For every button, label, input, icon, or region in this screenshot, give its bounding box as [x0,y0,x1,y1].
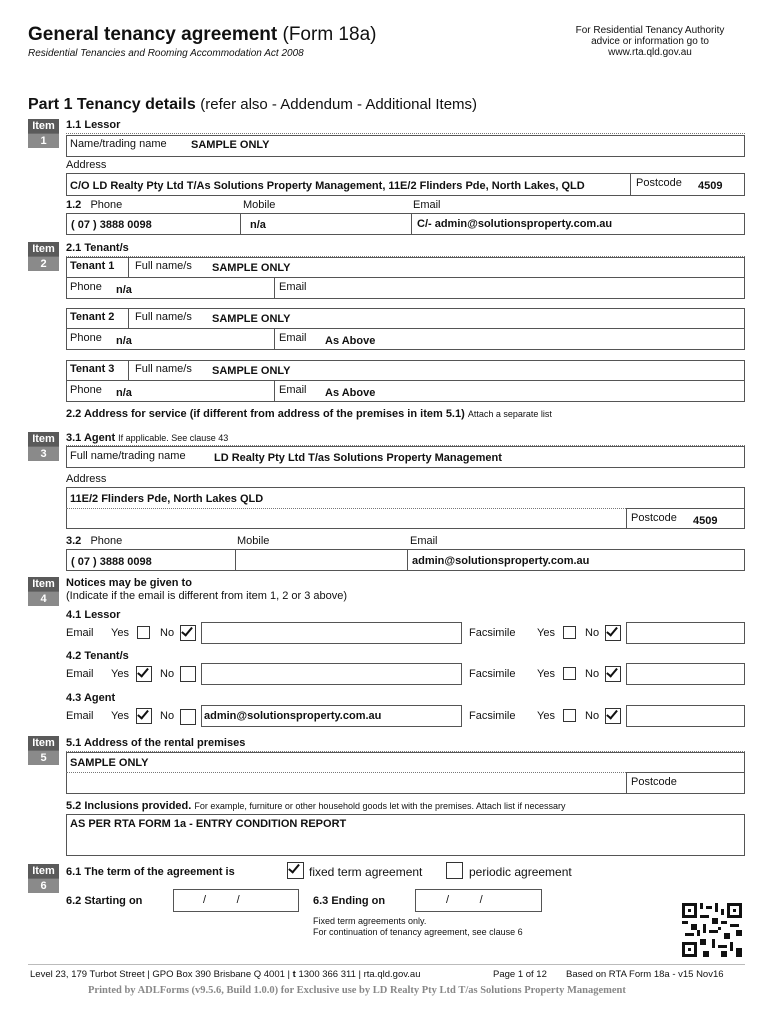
lessor-heading: 1.1 Lessor [66,119,121,131]
footer-phone-prefix: t [292,969,296,980]
agent-phone-num: 3.2 [66,535,82,547]
lessor-postcode-label: Postcode [636,177,682,189]
agent-address-value: 11E/2 Flinders Pde, North Lakes QLD [70,493,264,505]
agent-email-value: admin@solutionsproperty.com.au [412,555,590,567]
agent-phone-value: ( 07 ) 3888 0098 [71,556,152,568]
notice-lessor-fax-no-label: No [585,627,600,639]
form-title-main: General tenancy agreement [28,24,278,45]
part1-title [28,96,477,114]
tenant2-label: Tenant 2 [70,311,115,323]
notice-lessor-heading: 4.1 Lessor [66,609,121,621]
lessor-name-value: SAMPLE ONLY [191,139,270,151]
lessor-phone-heading [66,199,122,211]
notice-tenants-email-label: Email [66,668,94,680]
agent-name-value: LD Realty Pty Ltd T/as Solutions Property Management [214,452,502,464]
item-tag-5 [28,736,59,765]
premises-postcode-label: Postcode [631,776,677,788]
rta-info-line2: advice or information go to [591,36,709,47]
notice-agent-email-value: admin@solutionsproperty.com.au [204,710,382,722]
fixed-term-checkbox[interactable] [287,862,304,879]
notice-lessor-fax-label: Facsimile [469,627,516,639]
tenant1-name-value: SAMPLE ONLY [212,262,291,274]
notices-heading: Notices may be given to [66,577,192,589]
notice-agent-fax-field[interactable] [626,705,745,727]
notice-tenants-no-label: No [160,668,175,680]
inclusions-value: AS PER RTA FORM 1a - ENTRY CONDITION REPORT [70,818,347,830]
notice-agent-fax-no-label: No [585,710,600,722]
agent-postcode-value: 4509 [693,515,718,527]
lessor-address-label: Address [66,159,107,171]
rta-info-line1: For Residential Tenancy Authority [575,25,725,36]
agent-address-label: Address [66,473,107,485]
lessor-phone-label: Phone [90,199,123,211]
agent-name-label: Full name/trading name [70,450,186,462]
footer-contact [30,969,420,980]
notice-agent-fax-yes-checkbox[interactable] [563,709,576,722]
notice-agent-fax-yes-label: Yes [537,710,555,722]
fixed-term-label: fixed term agreement [309,865,423,879]
rta-info [560,25,740,58]
inclusions-title: 5.2 Inclusions provided. [66,800,192,812]
end-date-value: / / [446,894,483,906]
periodic-label: periodic agreement [469,865,572,879]
item-tag-label: Item [28,119,59,133]
lessor-mobile-value: n/a [250,219,266,231]
notice-lessor-fax-yes-label: Yes [537,627,555,639]
notice-lessor-email-yes-checkbox[interactable] [137,626,150,639]
agent-phone-heading [66,535,122,547]
end-date-label: 6.3 Ending on [313,895,386,907]
notice-tenants-email-no-checkbox[interactable] [180,666,196,682]
footer-address: Level 23, 179 Turbot Street | GPO Box 390 Brisbane Q 4001 | [30,969,291,980]
term-note-2: For continuation of tenancy agreement, see clause 6 [313,927,523,937]
agent-email-label: Email [410,535,438,547]
item-tag-label: Item [28,577,59,591]
lessor-email-value: C/- admin@solutionsproperty.com.au [417,218,613,230]
notice-tenants-yes-label: Yes [111,668,129,680]
item-tag-number: 6 [28,879,59,893]
lessor-phone-num: 1.2 [66,199,82,211]
notice-tenants-email-yes-checkbox[interactable] [136,666,152,682]
tenant3-email-label: Email [279,384,307,396]
item-tag-3 [28,432,59,461]
footer-page-number: Page 1 of 12 [493,969,547,980]
start-date-label: 6.2 Starting on [66,895,143,907]
item-tag-number: 5 [28,751,59,765]
tenant3-label: Tenant 3 [70,363,115,375]
form-title [28,24,376,46]
term-heading: 6.1 The term of the agreement is [66,866,235,878]
notice-tenants-fax-field[interactable] [626,663,745,685]
start-date-value: / / [203,894,240,906]
agent-contact-fields[interactable] [66,549,745,571]
notice-tenants-fax-no-checkbox[interactable] [605,666,621,682]
item-tag-number: 3 [28,447,59,461]
item-tag-label: Item [28,432,59,446]
notice-tenants-heading: 4.2 Tenant/s [66,650,129,662]
item-tag-number: 2 [28,257,59,271]
address-for-service-heading [66,408,552,420]
notice-tenants-fax-no-label: No [585,668,600,680]
agent-heading-note: If applicable. See clause 43 [118,433,229,443]
item-tag-4 [28,577,59,606]
notice-lessor-no-label: No [160,627,175,639]
notice-lessor-fax-yes-checkbox[interactable] [563,626,576,639]
tenant1-label: Tenant 1 [70,260,115,272]
notice-agent-email-yes-checkbox[interactable] [136,708,152,724]
notice-lessor-yes-label: Yes [111,627,129,639]
agent-phone-label: Phone [90,535,123,547]
act-subtitle: Residential Tenancies and Rooming Accommodation Act 2008 [28,48,304,59]
item-tag-number: 1 [28,134,59,148]
tenant2-name-value: SAMPLE ONLY [212,313,291,325]
address-for-service-title: 2.2 Address for service (if different from address of the premises in item 5.1) [66,408,465,420]
lessor-mobile-label: Mobile [243,199,276,211]
premises-address-value: SAMPLE ONLY [70,757,149,769]
notice-lessor-email-no-checkbox[interactable] [180,625,196,641]
lessor-email-label: Email [413,199,441,211]
form-title-number: (Form 18a) [282,24,377,45]
tenant1-email-label: Email [279,281,307,293]
premises-heading: 5.1 Address of the rental premises [66,737,246,749]
notice-tenants-fax-yes-checkbox[interactable] [563,667,576,680]
item-tag-2 [28,242,59,271]
notice-agent-fax-label: Facsimile [469,710,516,722]
notice-lessor-email-label: Email [66,627,94,639]
agent-heading-title: 3.1 Agent [66,432,116,444]
tenant3-email-value: As Above [325,387,376,399]
notice-agent-no-label: No [160,710,175,722]
lessor-name-label: Name/trading name [70,138,167,150]
term-note-1: Fixed term agreements only. [313,916,427,926]
notice-agent-email-label: Email [66,710,94,722]
notice-tenants-fax-yes-label: Yes [537,668,555,680]
lessor-address-value: C/O LD Realty Pty Ltd T/As Solutions Property Management, 11E/2 Flinders Pde, North Lakes, QLD [70,180,585,192]
tenant3-phone-label: Phone [70,384,102,396]
tenant2-fullname-label: Full name/s [135,311,192,323]
qr-code-icon [682,903,742,957]
tenant2-email-label: Email [279,332,307,344]
lessor-phone-value: ( 07 ) 3888 0098 [71,219,152,231]
notice-lessor-email-field[interactable] [201,622,462,644]
tenant3-fullname-label: Full name/s [135,363,192,375]
tenant1-phone-value: n/a [116,284,132,296]
notice-lessor-fax-no-checkbox[interactable] [605,625,621,641]
notices-note: (Indicate if the email is different from item 1, 2 or 3 above) [66,590,348,602]
lessor-postcode-value: 4509 [698,180,723,192]
agent-postcode-label: Postcode [631,512,677,524]
inclusions-heading [66,800,566,812]
tenant2-phone-label: Phone [70,332,102,344]
notice-agent-heading: 4.3 Agent [66,692,116,704]
item-tag-6 [28,864,59,893]
tenant1-phone-label: Phone [70,281,102,293]
notice-agent-fax-no-checkbox[interactable] [605,708,621,724]
address-for-service-note: Attach a separate list [467,409,552,419]
notice-agent-yes-label: Yes [111,710,129,722]
item-tag-label: Item [28,864,59,878]
periodic-checkbox[interactable] [446,862,463,879]
footer-printed-by: Printed by ADLForms (v9.5.6, Build 1.0.0) for Exclusive use by LD Realty Pty Ltd T/as Solutions Property Management [88,985,626,996]
notice-tenants-fax-label: Facsimile [469,668,516,680]
item-tag-label: Item [28,242,59,256]
notice-lessor-fax-field[interactable] [626,622,745,644]
tenant1-fullname-label: Full name/s [135,260,192,272]
agent-heading [66,432,228,444]
item-tag-number: 4 [28,592,59,606]
notice-tenants-email-field[interactable] [201,663,462,685]
rta-info-line3: www.rta.qld.gov.au [608,47,692,58]
tenant3-name-value: SAMPLE ONLY [212,365,291,377]
tenant2-email-value: As Above [325,335,376,347]
notice-agent-email-no-checkbox[interactable] [180,709,196,725]
footer-based-on: Based on RTA Form 18a - v15 Nov16 [566,969,724,980]
footer-phone: 1300 366 311 | rta.qld.gov.au [298,969,421,980]
item-tag-1 [28,119,59,148]
item-tag-label: Item [28,736,59,750]
part1-title-note: (refer also - Addendum - Additional Items) [200,96,478,113]
tenants-heading: 2.1 Tenant/s [66,242,129,254]
part1-title-main: Part 1 Tenancy details [28,96,196,113]
lessor-contact-fields[interactable] [66,213,745,235]
agent-mobile-label: Mobile [237,535,270,547]
tenant3-phone-value: n/a [116,387,132,399]
inclusions-note: For example, furniture or other household goods let with the premises. Attach list if necessary [194,801,566,811]
lessor-name-field[interactable] [66,135,745,157]
tenant2-phone-value: n/a [116,335,132,347]
